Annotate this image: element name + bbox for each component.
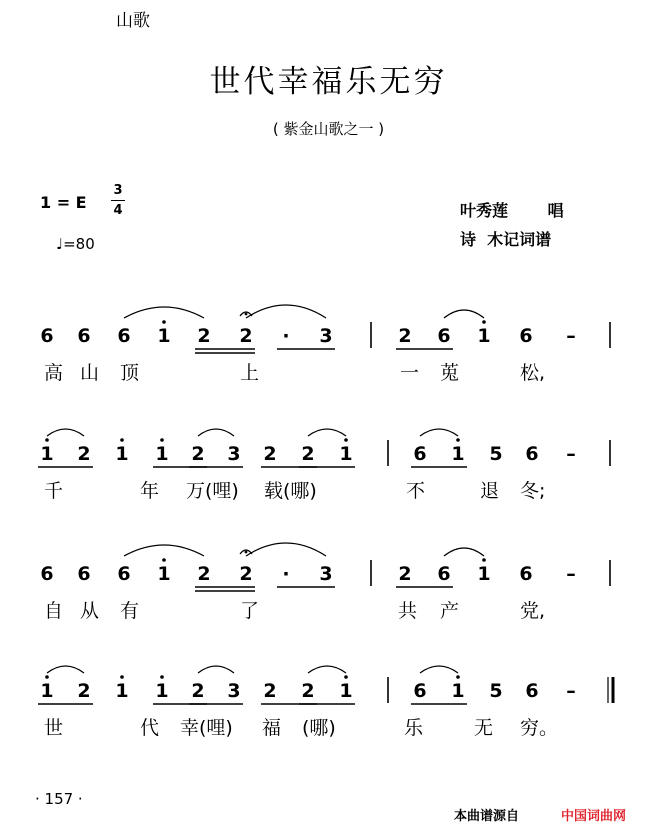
high-octave-dot [120, 438, 124, 442]
note: 6 [413, 680, 427, 702]
lyric: 松, [520, 362, 546, 384]
note: 2 [77, 680, 91, 702]
note: 2 [301, 443, 315, 465]
lyric: 莵 [440, 362, 460, 384]
slur [198, 666, 234, 673]
slur [420, 429, 458, 436]
song-title: 世代幸福乐无穷 [209, 64, 448, 100]
lyric: 千 [44, 480, 64, 502]
high-octave-dot [456, 675, 460, 679]
lyric: 共 [398, 600, 418, 622]
lyric: 产 [440, 600, 460, 622]
slur [47, 429, 84, 436]
footer-source: 本曲谱源自 [454, 809, 520, 824]
lyric: 退 [480, 480, 500, 502]
credit-lyricist: 诗 木记词谱 [460, 230, 552, 249]
slur [444, 548, 484, 556]
high-octave-dot [344, 438, 348, 442]
note: 6 [40, 325, 54, 347]
note: 2 [398, 325, 412, 347]
high-octave-dot [482, 558, 486, 562]
slur [444, 310, 484, 318]
lyric: 山 [80, 362, 100, 384]
note: 1 [115, 680, 129, 702]
note: 1 [155, 443, 169, 465]
note: 2 [301, 680, 315, 702]
note: 1 [157, 563, 171, 585]
note: 1 [40, 680, 54, 702]
note: 2 [239, 563, 253, 585]
note: · [282, 563, 290, 585]
note: 6 [77, 325, 91, 347]
note: 1 [451, 443, 465, 465]
note: 6 [77, 563, 91, 585]
note: 2 [239, 325, 253, 347]
tempo-value: =80 [63, 235, 95, 253]
slur [308, 429, 346, 436]
lyric: 不 [406, 480, 426, 502]
note: 1 [40, 443, 54, 465]
note: 1 [451, 680, 465, 702]
page-number: · 157 · [35, 790, 83, 808]
credit-singer-role: 唱 [547, 201, 564, 220]
note: 5 [489, 680, 503, 702]
fermata-dot [245, 551, 248, 554]
note: 3 [319, 325, 333, 347]
note: · [282, 325, 290, 347]
note: 6 [519, 563, 533, 585]
note: 6 [437, 325, 451, 347]
note: 6 [437, 563, 451, 585]
note: 2 [191, 443, 205, 465]
high-octave-dot [162, 320, 166, 324]
lyric: 顶 [120, 362, 140, 384]
slur [308, 666, 346, 673]
lyric: 了 [240, 600, 260, 622]
note: 2 [191, 680, 205, 702]
note: 2 [398, 563, 412, 585]
note: 6 [40, 563, 54, 585]
note: 3 [227, 680, 241, 702]
fermata-dot [245, 313, 248, 316]
high-octave-dot [160, 438, 164, 442]
note: 1 [155, 680, 169, 702]
lyric: 福 [262, 717, 282, 739]
note: 6 [519, 325, 533, 347]
note: 1 [339, 443, 353, 465]
lyric: 乐 [404, 717, 424, 739]
high-octave-dot [45, 438, 49, 442]
note: – [566, 443, 576, 465]
note: 2 [263, 680, 277, 702]
note: 2 [197, 563, 211, 585]
note: – [566, 680, 576, 702]
high-octave-dot [456, 438, 460, 442]
note: 1 [339, 680, 353, 702]
slur [420, 666, 458, 673]
lyric: 党, [520, 600, 546, 622]
high-octave-dot [482, 320, 486, 324]
slur [47, 666, 84, 673]
note: 3 [227, 443, 241, 465]
slur [246, 305, 326, 318]
lyric: 万(哩) [186, 480, 239, 502]
time-signature-top: 3 [113, 183, 123, 198]
slur [198, 429, 234, 436]
lyric: 自 [44, 600, 64, 622]
lyric: 年 [140, 480, 160, 502]
lyric: 有 [120, 600, 140, 622]
note: 6 [117, 563, 131, 585]
note: 1 [477, 325, 491, 347]
key-signature: 1 = E [40, 193, 87, 212]
category-label: 山歌 [116, 11, 150, 31]
note: – [566, 325, 576, 347]
slur [124, 545, 204, 556]
lyric: 从 [80, 600, 100, 622]
note: 3 [319, 563, 333, 585]
note: 6 [413, 443, 427, 465]
note: 5 [489, 443, 503, 465]
score-rows [38, 305, 613, 739]
note: 1 [115, 443, 129, 465]
slur [124, 307, 204, 318]
note: 6 [117, 325, 131, 347]
high-octave-dot [45, 675, 49, 679]
note: 6 [525, 680, 539, 702]
note: 2 [197, 325, 211, 347]
high-octave-dot [160, 675, 164, 679]
high-octave-dot [344, 675, 348, 679]
note: 1 [157, 325, 171, 347]
note: 1 [477, 563, 491, 585]
lyric: 幸(哩) [180, 717, 233, 739]
quarter-note-icon: ♩ [56, 235, 64, 253]
lyric: 代 [140, 717, 160, 739]
time-signature-bottom: 4 [113, 203, 123, 218]
note: 6 [525, 443, 539, 465]
lyric: 一 [400, 362, 420, 384]
note: 2 [263, 443, 277, 465]
note: 2 [77, 443, 91, 465]
lyric: 冬; [520, 480, 546, 502]
lyric: 世 [44, 717, 64, 739]
lyric: 高 [44, 362, 64, 384]
note: – [566, 563, 576, 585]
lyric: 上 [240, 362, 260, 384]
lyric: 载(哪) [264, 480, 317, 502]
credit-singer-name: 叶秀莲 [460, 201, 509, 220]
footer-site[interactable]: 中国词曲网 [561, 809, 627, 824]
high-octave-dot [120, 675, 124, 679]
lyric: 穷。 [520, 717, 559, 739]
lyric: (哪) [302, 717, 336, 739]
slur [246, 543, 326, 556]
lyric: 无 [474, 717, 494, 739]
song-subtitle: ( 紫金山歌之一 ) [272, 120, 385, 138]
high-octave-dot [162, 558, 166, 562]
